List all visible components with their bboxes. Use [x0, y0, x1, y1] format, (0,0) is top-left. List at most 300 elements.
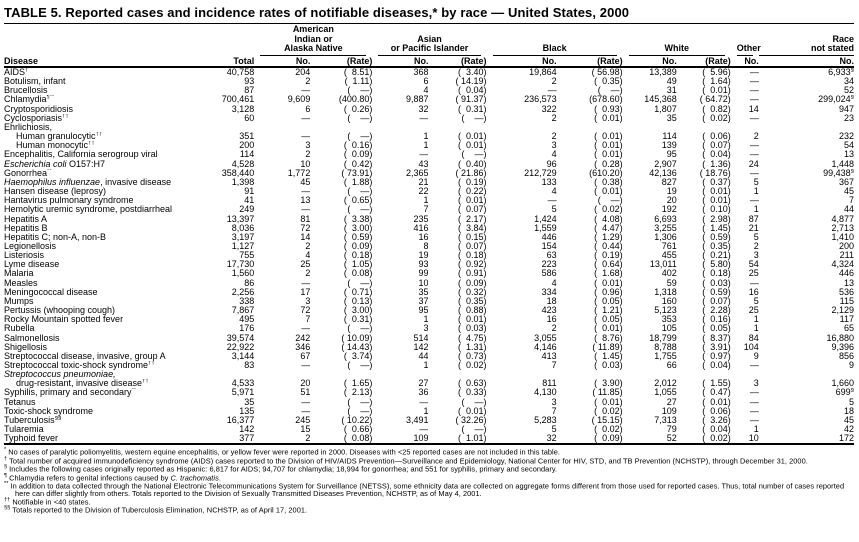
cell-black-rate: ( 0.93) — [594, 104, 623, 114]
cell-aian-no: 346 — [295, 342, 311, 352]
cell-white-rate: ( 5.80) — [702, 260, 731, 270]
cell-race-not-stated-no: 117 — [839, 315, 854, 325]
cell-total: 5,971 — [231, 388, 255, 398]
column-group-label: American — [292, 24, 334, 34]
cell-api-no: 9,887 — [405, 95, 429, 105]
cell-api-rate: ( 0.07) — [458, 241, 487, 251]
cell-other-no: — — [749, 361, 759, 370]
cell-white-no: 455 — [661, 251, 677, 261]
table-row — [4, 315, 854, 324]
cell-total: 358,440 — [221, 168, 255, 178]
cell-total: 755 — [239, 251, 255, 261]
cell-api-no: 1 — [423, 132, 429, 142]
cell-api-no: 1 — [423, 361, 429, 370]
cell-other-no: 2 — [753, 132, 759, 142]
cell-black-no: 16 — [546, 315, 557, 325]
cell-white-no: 114 — [662, 132, 677, 142]
cell-black-no: 7 — [551, 406, 557, 416]
table-row — [4, 77, 854, 86]
table-row — [4, 379, 854, 388]
cell-white-rate: ( 0.82) — [702, 104, 731, 114]
cell-black-no: 96 — [546, 159, 557, 169]
disease-name: Human monocytic†† — [16, 141, 95, 151]
cell-total: 4,528 — [231, 159, 255, 169]
cell-black-rate — [557, 123, 623, 132]
cell-total: 176 — [239, 324, 255, 334]
cell-aian-no: 25 — [300, 260, 311, 270]
disease-name: Hansen disease (leprosy) — [4, 187, 107, 197]
cell-api-rate: ( 0.02) — [458, 361, 487, 370]
cell-aian-no: 51 — [300, 388, 311, 398]
cell-white-no: 6,693 — [654, 214, 677, 224]
cell-white-no: 27 — [666, 397, 677, 407]
cell-api-rate: ( 0.91) — [458, 269, 487, 279]
cell-white-rate — [677, 123, 731, 132]
cell-black-rate: ( 0.01) — [594, 150, 623, 160]
cell-total: 39,574 — [226, 333, 255, 343]
cell-aian-no — [254, 370, 310, 379]
cell-black-no: 423 — [541, 306, 557, 316]
cell-aian-no: 7 — [305, 315, 311, 325]
cell-other-no: 9 — [753, 351, 759, 361]
cell-white-no — [623, 123, 677, 132]
cell-white-rate: ( 0.07) — [702, 141, 731, 151]
disease-name: Measles — [4, 278, 38, 288]
disease-name: Salmonellosis — [4, 333, 60, 343]
cell-api-rate: ( —) — [461, 113, 487, 123]
cell-white-rate: ( 64.72) — [699, 95, 731, 105]
subheader-aian-rate: (Rate) — [310, 56, 372, 68]
footnote-marker: † — [4, 455, 8, 462]
cell-race-not-stated-no: 52 — [843, 86, 854, 96]
cell-race-not-stated-no — [759, 123, 854, 132]
column-group-american-indian-alaska-native — [254, 25, 372, 56]
cell-api-rate: ( 0.32) — [458, 287, 487, 297]
cell-total: 87 — [244, 86, 255, 96]
cell-race-not-stated-no: 18 — [843, 406, 854, 416]
cell-black-rate: ( 0.01) — [594, 132, 623, 142]
cell-other-no: — — [749, 141, 759, 151]
cell-api-rate: ( —) — [461, 150, 487, 160]
cell-other-no: — — [749, 397, 759, 407]
disease-name: Streptococcal toxic-shock syndrome†† — [4, 361, 155, 370]
cell-race-not-stated-no: 2,713 — [831, 223, 854, 233]
cell-race-not-stated-no: 4,877 — [831, 214, 854, 224]
table-row — [4, 269, 854, 278]
cell-black-rate: ( 0.02) — [594, 205, 623, 215]
cell-api-no: 368 — [413, 67, 429, 77]
cell-black-no: 322 — [541, 104, 557, 114]
cell-race-not-stated-no: 34 — [843, 77, 854, 87]
cell-race-not-stated-no: 699§ — [835, 388, 854, 398]
cell-aian-no: — — [301, 278, 311, 288]
table-row — [4, 141, 854, 150]
cell-white-no: 1,306 — [654, 232, 677, 242]
cell-other-no: 25 — [748, 269, 759, 279]
cell-api-rate: ( 0.04) — [458, 86, 487, 96]
cell-black-rate: ( 0.01) — [594, 187, 623, 197]
cell-api-no: 10 — [418, 278, 429, 288]
table-row — [4, 425, 854, 434]
cell-white-rate: ( 0.47) — [702, 388, 731, 398]
disease-name: Haemophilus influenzae, invasive disease — [4, 177, 172, 187]
cell-race-not-stated-no: 2,129 — [831, 306, 854, 316]
cell-black-no: 413 — [541, 351, 557, 361]
cell-race-not-stated-no: 42 — [843, 425, 854, 435]
cell-api-rate: ( 0.09) — [458, 278, 487, 288]
cell-aian-no: 2 — [305, 241, 311, 251]
cell-black-no: 7 — [551, 361, 557, 370]
cell-aian-no: 13 — [300, 196, 311, 206]
cell-aian-rate: (400.80) — [338, 95, 373, 105]
table-row — [4, 123, 854, 132]
cell-black-no: 32 — [487, 434, 557, 444]
subheader-aian-no: No. — [254, 56, 310, 68]
cell-aian-rate: ( —) — [347, 205, 373, 215]
cell-aian-rate: ( 73.91) — [341, 168, 373, 178]
cell-white-no: 827 — [661, 177, 677, 187]
cell-api-rate: ( 4.75) — [458, 333, 487, 343]
cell-aian-no: 17 — [300, 287, 311, 297]
column-group-label: not stated — [759, 44, 854, 56]
cell-aian-rate: ( 0.31) — [343, 315, 373, 325]
cell-api-no: — — [419, 113, 429, 123]
cell-api-rate: ( 0.22) — [458, 187, 487, 197]
cell-other-no: — — [749, 77, 759, 87]
cell-api-rate: ( 0.18) — [458, 251, 487, 261]
cell-total: 3,128 — [231, 104, 255, 114]
cell-white-no: 31 — [666, 86, 677, 96]
cell-white-no: 3,255 — [654, 223, 677, 233]
cell-white-no: 52 — [623, 434, 677, 444]
cell-black-no: 2 — [551, 132, 557, 142]
cell-white-no: 109 — [661, 406, 677, 416]
cell-white-rate: ( 0.01) — [702, 196, 731, 206]
cell-api-rate: ( 21.86) — [455, 168, 487, 178]
cell-race-not-stated-no: 6,933§ — [828, 67, 854, 77]
table-row — [4, 150, 854, 159]
cell-api-no: 22 — [418, 187, 429, 197]
disease-name: Botulism, infant — [4, 77, 66, 87]
cell-black-rate: ( 0.01) — [594, 141, 623, 151]
cell-black-rate: ( 0.05) — [594, 296, 623, 306]
disease-name: Cryptosporidiosis — [4, 104, 74, 114]
cell-other-no: — — [749, 150, 759, 160]
cell-other-no: 2 — [753, 241, 759, 251]
disease-name: AIDS† — [4, 67, 29, 77]
cell-api-rate: ( 14.19) — [455, 77, 487, 87]
cell-aian-no: — — [301, 406, 311, 416]
cell-black-no: 4 — [551, 187, 557, 197]
column-group-label: Other — [737, 44, 753, 56]
cell-white-rate: ( 0.10) — [702, 205, 731, 215]
cell-race-not-stated-no: 1,410 — [831, 232, 854, 242]
cell-api-no: 235 — [413, 214, 429, 224]
cell-black-no — [487, 370, 557, 379]
cell-aian-no: 1,772 — [287, 168, 311, 178]
cell-api-no: 44 — [418, 351, 429, 361]
cell-aian-no: — — [301, 132, 311, 142]
cell-black-no: 3 — [551, 141, 557, 151]
cell-api-rate: ( 3.40) — [458, 67, 487, 77]
column-group-label: or Pacific Islander — [378, 44, 480, 56]
cell-total: 7,867 — [231, 306, 255, 316]
cell-api-no: 35 — [418, 287, 429, 297]
cell-race-not-stated-no: 947 — [838, 104, 854, 114]
cell-white-rate: ( 2.28) — [702, 306, 731, 316]
disease-name: Shigellosis — [4, 342, 48, 352]
cell-aian-rate: ( 0.08) — [343, 269, 373, 279]
cell-race-not-stated-no: 211 — [839, 251, 854, 261]
cell-white-rate: ( 0.35) — [702, 241, 731, 251]
cell-api-no — [372, 123, 428, 132]
table-row — [4, 416, 854, 425]
cell-white-no: 8,788 — [654, 342, 677, 352]
cell-aian-rate: ( —) — [347, 113, 373, 123]
cell-black-rate: ( 0.01) — [594, 278, 623, 288]
cell-other-no: 10 — [731, 434, 759, 444]
table-row — [4, 260, 854, 269]
cell-black-no: 3 — [551, 397, 557, 407]
cell-race-not-stated-no: 54 — [843, 141, 854, 151]
cell-black-no: 5 — [551, 425, 557, 435]
cell-api-rate: ( 0.19) — [458, 177, 487, 187]
cell-race-not-stated-no: 200 — [838, 241, 854, 251]
cell-black-no: 4,146 — [534, 342, 557, 352]
cell-aian-rate: ( 0.18) — [343, 251, 373, 261]
cell-black-rate: ( 0.01) — [594, 397, 623, 407]
cell-white-no: 5,123 — [654, 306, 677, 316]
cell-race-not-stated-no: 65 — [843, 324, 854, 334]
cell-black-no: 334 — [541, 287, 557, 297]
cell-black-no: 236,573 — [524, 95, 557, 105]
cell-aian-no: — — [301, 205, 311, 215]
disease-name: Human granulocytic†† — [16, 132, 103, 142]
cell-black-rate: ( 0.35) — [594, 77, 623, 87]
table-row — [4, 324, 854, 333]
cell-aian-rate: ( 0.71) — [343, 287, 373, 297]
footnote: ** In addition to data collected through the National Electronic Telecommunications System for Surveillance (NETSS), some ethnicity data are collected on aggregate forms different from those used for reported cases. Thus, total number of cases reported here can differ slightly from others. Totals reported to the Division of Sexually Transmitted Diseases Prevention, NCHSTP, as of May 4, 2001. — [4, 481, 845, 498]
cell-api-no: 2,365 — [405, 168, 429, 178]
cell-api-rate: ( 0.35) — [458, 296, 487, 306]
disease-name: Brucellosis — [4, 86, 48, 96]
cell-white-no: 402 — [661, 269, 677, 279]
cell-black-no: — — [547, 196, 557, 206]
cell-aian-no: — — [301, 113, 311, 123]
cell-black-rate: ( 0.01) — [594, 324, 623, 334]
cell-other-no: 87 — [748, 214, 759, 224]
table-row — [4, 205, 854, 214]
cell-other-no: 1 — [753, 315, 759, 325]
cell-white-rate: ( 0.01) — [702, 86, 731, 96]
cell-race-not-stated-no: 367 — [838, 177, 854, 187]
cell-white-no: 42,136 — [649, 168, 677, 178]
cell-api-no: — — [419, 397, 429, 407]
cell-api-rate: ( 0.63) — [458, 379, 487, 389]
disease-name: Tuberculosis§§ — [4, 415, 62, 425]
subheader-black-no: No. — [487, 56, 557, 68]
table-row — [4, 288, 854, 297]
cell-aian-no: 72 — [300, 306, 311, 316]
cell-black-rate: (678.60) — [589, 95, 623, 105]
cell-white-rate: ( 5.96) — [702, 67, 731, 77]
cell-api-no: 7 — [423, 205, 429, 215]
cell-api-no: 1 — [423, 406, 429, 416]
cell-black-no: 446 — [541, 232, 557, 242]
cell-other-no: 1 — [753, 324, 759, 334]
cell-api-no: 19 — [418, 251, 429, 261]
cell-white-no: 59 — [666, 278, 677, 288]
cell-aian-no: 45 — [300, 177, 311, 187]
cell-api-no: 8 — [423, 241, 429, 251]
cell-api-rate — [428, 370, 486, 379]
table-row — [4, 279, 854, 288]
table-row — [4, 343, 854, 352]
cell-black-no: 18 — [546, 296, 557, 306]
cell-total: 377 — [214, 434, 254, 444]
cell-aian-no: 9,609 — [287, 95, 311, 105]
cell-aian-no: 3 — [305, 141, 311, 151]
disease-name: Gonorrhea** — [4, 168, 52, 178]
cell-white-no: 1,755 — [654, 351, 677, 361]
cell-other-no: 3 — [753, 251, 759, 261]
cell-race-not-stated-no: 299,024§ — [818, 95, 854, 105]
cell-api-rate: ( 0.01) — [458, 196, 487, 206]
cell-other-no: 3 — [753, 379, 759, 389]
cell-white-rate: ( 0.59) — [702, 287, 731, 297]
cell-aian-rate: ( 1.05) — [343, 260, 373, 270]
column-group-asian-pacific-islander — [372, 25, 486, 56]
subheader-api-rate: (Rate) — [428, 56, 486, 68]
cell-aian-rate: ( 0.66) — [343, 425, 373, 435]
cell-aian-no: 14 — [300, 232, 311, 242]
cell-white-no: 192 — [661, 205, 677, 215]
cell-white-no: 49 — [666, 77, 677, 87]
cell-black-rate: ( 0.64) — [594, 260, 623, 270]
cell-api-no: 514 — [413, 333, 429, 343]
footnote-marker: ¶ — [4, 472, 8, 479]
cell-white-no: 66 — [666, 361, 677, 370]
cell-other-no: 14 — [748, 104, 759, 114]
cell-black-no: 1,424 — [534, 214, 557, 224]
cell-black-no: 586 — [541, 269, 557, 279]
cell-total: 60 — [244, 113, 255, 123]
cell-total: 91 — [244, 187, 255, 197]
cell-total: 3,144 — [231, 351, 255, 361]
cell-black-no: 5 — [551, 205, 557, 215]
cell-black-rate — [557, 370, 623, 379]
cell-total: 1,127 — [231, 241, 255, 251]
cell-api-rate: ( 1.01) — [428, 434, 486, 444]
table-row — [4, 334, 854, 343]
subheader-race-not-stated-no: No. — [759, 56, 854, 68]
table-row — [4, 370, 854, 379]
table-row — [4, 297, 854, 306]
cell-aian-rate: ( 0.08) — [310, 434, 372, 444]
cell-aian-rate: ( —) — [347, 406, 373, 416]
cell-api-rate: ( —) — [461, 397, 487, 407]
cell-api-rate: ( 2.17) — [458, 214, 487, 224]
cell-total: 13,397 — [226, 214, 255, 224]
cell-total: 83 — [244, 361, 255, 370]
cell-white-rate: ( 0.03) — [702, 278, 731, 288]
cell-black-no: 223 — [541, 260, 557, 270]
cell-api-no: 21 — [418, 177, 429, 187]
cell-api-rate: ( 0.33) — [458, 388, 487, 398]
cell-black-rate: ( 4.08) — [594, 214, 623, 224]
cell-total: 17,730 — [226, 260, 255, 270]
cell-black-no: 133 — [541, 177, 557, 187]
disease-name: Rubella — [4, 324, 35, 334]
disease-name: Tularemia — [4, 425, 44, 435]
cell-black-rate: ( 4.47) — [594, 223, 623, 233]
cell-aian-no: 72 — [300, 223, 311, 233]
cell-white-rate: ( 0.01) — [702, 397, 731, 407]
disease-name: Typhoid fever — [4, 434, 214, 444]
cell-other-no: 1 — [753, 187, 759, 197]
table-row — [4, 361, 854, 370]
cell-total: 142 — [239, 425, 255, 435]
footnote-marker: * — [4, 447, 7, 454]
cell-other-no: — — [749, 168, 759, 178]
cell-aian-rate: ( 10.09) — [341, 333, 373, 343]
cell-black-no: 1,559 — [534, 223, 557, 233]
cell-black-no: 212,729 — [524, 168, 557, 178]
cell-race-not-stated-no: 856 — [838, 351, 854, 361]
cell-api-no: 6 — [423, 77, 429, 87]
cell-white-rate: ( 1.55) — [702, 379, 731, 389]
cell-api-no — [372, 370, 428, 379]
cell-aian-rate: ( 0.09) — [343, 241, 373, 251]
cell-white-no: 160 — [661, 296, 677, 306]
cell-black-rate: ( 1.68) — [594, 269, 623, 279]
column-group-label: Indian or — [294, 33, 333, 44]
cell-api-rate: ( —) — [461, 425, 487, 435]
cell-other-no: — — [749, 86, 759, 96]
cell-race-not-stated-no: 1,660 — [831, 379, 854, 389]
disease-name: drug-resistant, invasive disease†† — [16, 379, 149, 389]
cell-aian-no — [254, 123, 310, 132]
cell-api-rate: ( 0.73) — [458, 351, 487, 361]
cell-black-no: 19,864 — [529, 67, 557, 77]
cell-api-rate: ( 0.07) — [458, 205, 487, 215]
cell-aian-rate: ( 1.65) — [343, 379, 373, 389]
table-row — [4, 105, 854, 114]
table-row — [4, 132, 854, 141]
subheader-white-rate: (Rate) — [677, 56, 731, 68]
table-row — [4, 196, 854, 205]
cell-aian-no: 2 — [305, 77, 311, 87]
footnote: † Total number of acquired immunodeficiency syndrome (AIDS) cases reported to the Division of HIV/AIDS Prevention—Surveillance and Epidemiology, National Center for HIV, STD, and TB Prevention (NCHSTP), through December 31, 2000. — [4, 455, 808, 466]
disease-name: Hepatitis A — [4, 214, 48, 224]
cell-aian-rate — [310, 123, 372, 132]
column-group-white — [623, 25, 731, 56]
column-group-black — [487, 25, 623, 56]
cell-white-no: 20 — [666, 196, 677, 206]
disease-name: Streptococcus pneumoniae, — [4, 370, 116, 380]
cell-api-rate: ( 0.01) — [458, 315, 487, 325]
table-title: TABLE 5. Reported cases and incidence rates of notifiable diseases,* by race — United States, 2000 — [4, 3, 854, 24]
cell-race-not-stated-no: 9 — [848, 361, 854, 370]
disease-name: Chlamydia¶** — [4, 95, 55, 105]
cell-black-rate: ( 8.76) — [594, 333, 623, 343]
cell-other-no: — — [749, 196, 759, 206]
cell-white-no: 95 — [666, 150, 677, 160]
cell-aian-no: — — [301, 187, 311, 197]
cell-black-no — [487, 123, 557, 132]
cell-black-no: 4 — [551, 278, 557, 288]
cell-api-no: 43 — [418, 159, 429, 169]
